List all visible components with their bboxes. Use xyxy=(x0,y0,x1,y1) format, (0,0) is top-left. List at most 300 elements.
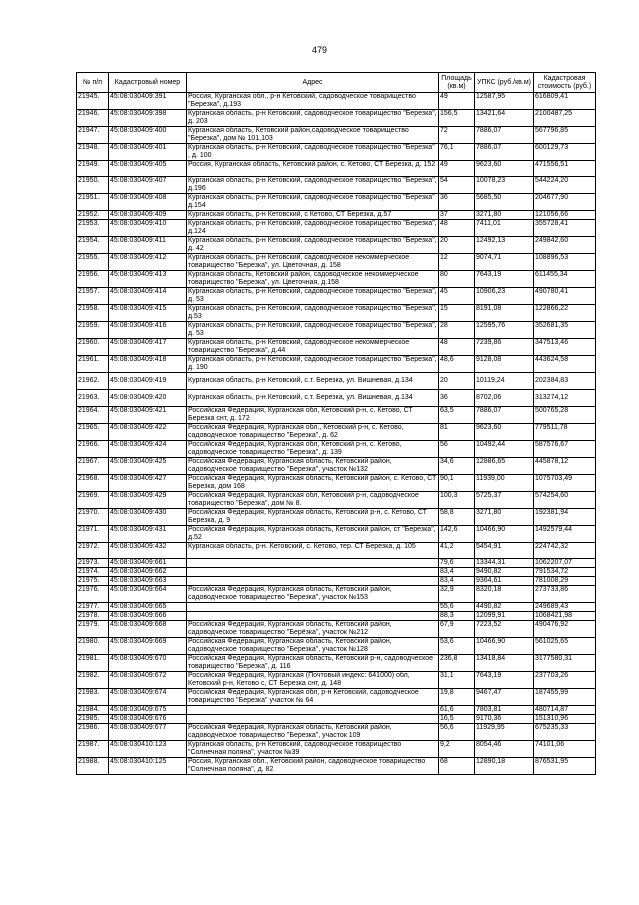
table-row xyxy=(77,254,596,271)
cell-area: 90,1 xyxy=(439,475,475,492)
cell-upks: 8702,06 xyxy=(475,390,534,407)
cell-cadastral-cost: 480714,87 xyxy=(534,706,596,715)
cell-cadastral-cost: 567796,85 xyxy=(534,127,596,144)
cell-num: 21945. xyxy=(77,93,109,110)
cell-cadastral-cost: 192381,94 xyxy=(534,509,596,526)
cell-area: 67,9 xyxy=(439,621,475,638)
cell-num: 21979. xyxy=(77,621,109,638)
cell-cadastral-number: 45:08:030409:413 xyxy=(109,271,187,288)
cell-cadastral-cost: 249842,60 xyxy=(534,237,596,254)
cell-cadastral-number: 45:08:030409:662 xyxy=(109,568,187,577)
cell-cadastral-number: 45:08:030409:409 xyxy=(109,211,187,220)
cell-area: 19,8 xyxy=(439,689,475,706)
cell-area: 68 xyxy=(439,758,475,775)
cell-num: 21965. xyxy=(77,424,109,441)
cell-cadastral-number: 45:08:030409:408 xyxy=(109,194,187,211)
table-row xyxy=(77,458,596,475)
cell-area: 58,8 xyxy=(439,509,475,526)
cell-area: 83,4 xyxy=(439,577,475,586)
cell-upks: 3271,80 xyxy=(475,211,534,220)
cell-upks: 11939,00 xyxy=(475,475,534,492)
cell-cadastral-cost: 500765,28 xyxy=(534,407,596,424)
cell-cadastral-cost: 1068421,98 xyxy=(534,612,596,621)
cell-area: 54 xyxy=(439,177,475,194)
cell-cadastral-cost: 108896,53 xyxy=(534,254,596,271)
cell-area: 41,2 xyxy=(439,543,475,559)
cell-num: 21973. xyxy=(77,559,109,568)
table-row xyxy=(77,526,596,543)
cell-cadastral-cost: 151310,96 xyxy=(534,715,596,724)
cell-cadastral-number: 45:08:030409:401 xyxy=(109,144,187,161)
cell-upks: 12492,13 xyxy=(475,237,534,254)
table-row xyxy=(77,706,596,715)
cell-cadastral-cost: 781008,29 xyxy=(534,577,596,586)
table-row xyxy=(77,424,596,441)
cell-address: Курганская область, Кетовский район, садоводческое некоммерческое товарищество "Березка", ул. Цветочная, д.158 xyxy=(187,271,439,288)
cell-cadastral-number: 45:08:030409:676 xyxy=(109,715,187,724)
cell-area: 81 xyxy=(439,424,475,441)
cell-area: 32,9 xyxy=(439,586,475,603)
cell-upks: 4490,82 xyxy=(475,603,534,612)
cell-address xyxy=(187,568,439,577)
cell-cadastral-number: 45:08:030409:675 xyxy=(109,706,187,715)
cell-cadastral-cost: 224742,32 xyxy=(534,543,596,559)
cell-num: 21970. xyxy=(77,509,109,526)
table-row xyxy=(77,161,596,177)
table-row xyxy=(77,543,596,559)
cell-num: 21947. xyxy=(77,127,109,144)
cell-cadastral-cost: 544224,20 xyxy=(534,177,596,194)
cell-cadastral-number: 45:08:030409:429 xyxy=(109,492,187,509)
cell-cadastral-number: 45:08:030409:432 xyxy=(109,543,187,559)
cell-area: 88,3 xyxy=(439,612,475,621)
table-header-row xyxy=(77,73,596,93)
cell-cadastral-number: 45:08:030409:425 xyxy=(109,458,187,475)
cell-address: Россия, Курганская область, Кетовский район, с. Кетово, СТ Березка, д. 152 xyxy=(187,161,439,177)
cell-num: 21974. xyxy=(77,568,109,577)
cell-upks: 10466,90 xyxy=(475,526,534,543)
cell-upks: 12595,76 xyxy=(475,322,534,339)
cell-area: 36 xyxy=(439,194,475,211)
cell-num: 21976. xyxy=(77,586,109,603)
cell-address: Российская Федерация, Курганская область, Кетовский р-н, с. Кетово, СТ Березка, д. 9 xyxy=(187,509,439,526)
cell-cadastral-cost: 561025,65 xyxy=(534,638,596,655)
cell-cadastral-cost: 121056,66 xyxy=(534,211,596,220)
cell-area: 34,6 xyxy=(439,458,475,475)
cell-address: Курганская область, р-н Кетовский, садоводческое товарищество "Березка", д. 42 xyxy=(188,237,437,252)
cell-upks: 8191,08 xyxy=(475,305,534,322)
cell-cadastral-cost: 1492579,44 xyxy=(534,526,596,543)
cell-cadastral-cost: 779511,78 xyxy=(534,424,596,441)
cell-cadastral-number: 45:08:030409:422 xyxy=(109,424,187,441)
cell-upks: 10906,23 xyxy=(475,288,534,305)
cell-address: Курганская область, р-н Кетовский, садоводческое товарищество "Солнечная поляна", участок №39 xyxy=(187,741,439,758)
table-row xyxy=(77,715,596,724)
table-row xyxy=(77,127,596,144)
cell-area: 48 xyxy=(439,220,475,237)
cell-area: 9,2 xyxy=(439,741,475,758)
cell-upks: 9170,36 xyxy=(475,715,534,724)
cadastral-table xyxy=(76,72,596,775)
cell-cadastral-cost: 616809,41 xyxy=(534,93,596,110)
cell-num: 21975. xyxy=(77,577,109,586)
cell-cadastral-cost: 574254,60 xyxy=(534,492,596,509)
cell-num: 21959. xyxy=(77,322,109,339)
table-row xyxy=(77,93,596,110)
cell-cadastral-number: 45:08:030409:416 xyxy=(109,322,187,339)
cell-area: 55,6 xyxy=(439,603,475,612)
cell-address: Российская Федерация, Курганская область, Кетовский р-н, садоводческое товарищество "Березка", д. 116 xyxy=(187,655,439,672)
cell-num: 21954. xyxy=(77,237,109,254)
cell-cadastral-number: 45:08:030409:427 xyxy=(109,475,187,492)
cell-area: 49 xyxy=(439,93,475,110)
table-row xyxy=(77,603,596,612)
cell-upks: 7803,81 xyxy=(475,706,534,715)
cell-upks: 7886,07 xyxy=(475,127,534,144)
cell-address: Курганская область, р-н Кетовский, с Кетово, СТ Березка, д.57 xyxy=(187,211,439,220)
cell-area: 56 xyxy=(439,441,475,458)
cell-upks: 9074,71 xyxy=(475,254,534,271)
cell-cadastral-number: 45:08:030409:417 xyxy=(109,339,187,356)
cell-address: Российская Федерация, Курганская область, Кетовский район, с. Кетово, СТ Березка, дом 168 xyxy=(187,475,439,492)
cell-cadastral-number: 45:08:030409:661 xyxy=(109,559,187,568)
cell-address: Курганская область, р-н Кетовский, садоводческое некоммерческое товарищество "Березка", д.44 xyxy=(187,339,439,356)
header-cadastral-cost: Кадастровая стоимость (руб.) xyxy=(534,73,596,93)
cell-address: Курганская область, р-н Кетовский, садоводческое товарищество "Березка", д.196 xyxy=(188,177,437,192)
cell-cadastral-number: 45:08:030409:407 xyxy=(109,177,187,194)
table-row xyxy=(77,689,596,706)
cell-cadastral-cost: 187455,99 xyxy=(534,689,596,706)
cell-num: 21952. xyxy=(77,211,109,220)
cell-cadastral-cost: 313274,12 xyxy=(534,390,596,407)
cell-cadastral-number: 45:08:030409:668 xyxy=(109,621,187,638)
cell-cadastral-cost: 204677,90 xyxy=(534,194,596,211)
cell-cadastral-number: 45:08:030409:677 xyxy=(109,724,187,741)
table-row xyxy=(77,655,596,672)
cell-upks: 7239,86 xyxy=(475,339,534,356)
cell-num: 21984. xyxy=(77,706,109,715)
cell-cadastral-cost: 202384,83 xyxy=(534,373,596,390)
cell-upks: 12886,65 xyxy=(475,458,534,475)
cell-area: 142,6 xyxy=(439,526,475,543)
cell-cadastral-cost: 249689,43 xyxy=(534,603,596,612)
cell-num: 21960. xyxy=(77,339,109,356)
cell-num: 21978. xyxy=(77,612,109,621)
cell-cadastral-number: 45:08:030409:418 xyxy=(109,356,187,373)
cell-num: 21972. xyxy=(77,543,109,559)
cell-upks: 10078,23 xyxy=(475,177,534,194)
cell-num: 21985. xyxy=(77,715,109,724)
table-row xyxy=(77,612,596,621)
cell-num: 21964. xyxy=(77,407,109,424)
table-row xyxy=(77,211,596,220)
page-number: 479 xyxy=(311,45,328,55)
cell-area: 80 xyxy=(439,271,475,288)
cell-num: 21983. xyxy=(77,689,109,706)
cell-address: Курганская область, р-н Кетовский, садоводческое товарищество "Березка", д. 53 xyxy=(188,288,437,303)
cell-upks: 7223,52 xyxy=(475,621,534,638)
cell-cadastral-cost: 1075703,49 xyxy=(534,475,596,492)
header-num: № п/п xyxy=(77,73,109,93)
cell-num: 21977. xyxy=(77,603,109,612)
cell-upks: 12890,18 xyxy=(475,758,534,775)
table-row xyxy=(77,288,596,305)
table-row xyxy=(77,758,596,775)
cell-cadastral-number: 45:08:030409:431 xyxy=(109,526,187,543)
cell-area: 20 xyxy=(439,237,475,254)
cell-area: 45 xyxy=(439,288,475,305)
cell-upks: 7886,07 xyxy=(475,144,534,161)
cell-area: 56,6 xyxy=(439,724,475,741)
header-area: Площадь (кв.м) xyxy=(439,73,475,93)
cell-num: 21971. xyxy=(77,526,109,543)
cell-address: Российская Федерация, Курганская обл., Кетовский р-н, с. Кетово, садоводческое товарищество "Березка", д. 62 xyxy=(187,424,439,441)
cell-upks: 9364,61 xyxy=(475,577,534,586)
cell-upks: 13344,31 xyxy=(475,559,534,568)
table-row xyxy=(77,586,596,603)
cell-upks: 7411,01 xyxy=(475,220,534,237)
cell-cadastral-number: 45:08:030409:664 xyxy=(109,586,187,603)
table-body xyxy=(77,93,596,775)
cell-cadastral-number: 45:08:030409:419 xyxy=(109,373,187,390)
table-row xyxy=(77,110,596,127)
cell-cadastral-cost: 445878,12 xyxy=(534,458,596,475)
cell-cadastral-number: 45:08:030409:670 xyxy=(109,655,187,672)
cell-area: 37 xyxy=(439,211,475,220)
cell-address: Россия, Курганская обл., р-н Кетовский, садоводческое товарищество "Березка", д.193 xyxy=(187,93,439,110)
cell-upks: 9467,47 xyxy=(475,689,534,706)
cell-cadastral-number: 45:08:030409:669 xyxy=(109,638,187,655)
cell-num: 21948. xyxy=(77,144,109,161)
cell-address: Российская Федерация, Курганская область, Кетовский район, садоводческое товарищество "Березка", участок №128 xyxy=(187,638,439,655)
cell-address: Российская Федерация, Курганская область, Кетовский район, ст "Березка", д.52 xyxy=(187,526,439,543)
cell-cadastral-number: 45:08:030409:410 xyxy=(109,220,187,237)
cell-num: 21968. xyxy=(77,475,109,492)
cell-cadastral-number: 45:08:030409:411 xyxy=(109,237,187,254)
cell-num: 21950. xyxy=(77,177,109,194)
cell-area: 100,3 xyxy=(439,492,475,509)
cell-upks: 3271,80 xyxy=(475,509,534,526)
cell-cadastral-number: 45:08:030409:405 xyxy=(109,161,187,177)
table-row xyxy=(77,577,596,586)
table-row xyxy=(77,741,596,758)
cell-upks: 9623,60 xyxy=(475,424,534,441)
cell-address xyxy=(187,559,439,568)
cell-cadastral-cost: 490476,92 xyxy=(534,621,596,638)
cell-num: 21988. xyxy=(77,758,109,775)
table-row xyxy=(77,144,596,161)
cell-address: Курганская область, Кетовский район,садоводческое товарищество "Березка", дом № 101,103 xyxy=(187,127,439,144)
cell-area: 49 xyxy=(439,161,475,177)
cell-address: Российская Федерация, Курганская область, Кетовский район, садоводческое товарищество "Берёзка", участок №212 xyxy=(187,621,439,638)
cell-address: Российская Федерация, Курганская обл, Кетовский р-н, с. Кетово, СТ Березка снт, д. 172 xyxy=(187,407,439,424)
cell-upks: 8054,46 xyxy=(475,741,534,758)
cell-upks: 12587,95 xyxy=(475,93,534,110)
table-row xyxy=(77,638,596,655)
cell-upks: 7643,19 xyxy=(475,271,534,288)
cell-upks: 10119,24 xyxy=(475,373,534,390)
cell-area: 28 xyxy=(439,322,475,339)
table-row xyxy=(77,177,596,194)
table-row xyxy=(77,322,596,339)
cell-num: 21986. xyxy=(77,724,109,741)
cell-address xyxy=(187,612,439,621)
cell-upks: 9128,08 xyxy=(475,356,534,373)
table-row xyxy=(77,339,596,356)
cell-address: Российская Федерация, Курганская область, Кетовский район, садоводческое товарищество "Березка", участок 109 xyxy=(187,724,439,741)
cell-area: 83,4 xyxy=(439,568,475,577)
cell-upks: 5454,91 xyxy=(475,543,534,559)
cell-upks: 10466,90 xyxy=(475,638,534,655)
cell-address xyxy=(187,603,439,612)
cell-cadastral-number: 45:08:030409:674 xyxy=(109,689,187,706)
cell-address: Российская Федерация, Курганская область, Кетовский район, садоводческое товарищество "Березка", участок №153 xyxy=(187,586,439,603)
cell-cadastral-cost: 237703,26 xyxy=(534,672,596,689)
cell-address: Курганская область, р-н Кетовский, садоводческое товарищество "Березка" , д. 100 xyxy=(187,144,439,161)
cell-cadastral-number: 45:08:030409:414 xyxy=(109,288,187,305)
table-row xyxy=(77,271,596,288)
cell-num: 21962. xyxy=(77,373,109,390)
cell-num: 21949. xyxy=(77,161,109,177)
cell-address: Российская Федерация, Курганская область, Кетовский район, садоводческое товарищество "Березка", участок №132 xyxy=(187,458,439,475)
cell-address: Курганская область, р-н. Кетовский, с. Кетово, тер. СТ Березка, д. 105 xyxy=(187,543,439,559)
cell-area: 156,5 xyxy=(439,110,475,127)
cell-address: Курганская область, р-н Кетовский, с.т. Березка, ул. Вишневая, д.134 xyxy=(187,390,439,407)
cell-address: Курганская область, р-н Кетовский, с.т. Березка, ул. Вишневая, д.134 xyxy=(187,373,439,390)
cell-cadastral-cost: 443624,58 xyxy=(534,356,596,373)
cell-cadastral-cost: 600129,73 xyxy=(534,144,596,161)
cell-cadastral-number: 45:08:030409:672 xyxy=(109,672,187,689)
table-row xyxy=(77,356,596,373)
cell-cadastral-cost: 791534,72 xyxy=(534,568,596,577)
table-row xyxy=(77,390,596,407)
cell-cadastral-cost: 273733,86 xyxy=(534,586,596,603)
cell-cadastral-cost: 3177580,31 xyxy=(534,655,596,672)
table-row xyxy=(77,568,596,577)
table-row xyxy=(77,441,596,458)
cell-cadastral-number: 45:08:030409:665 xyxy=(109,603,187,612)
cell-address: Россия, Курганская обл., Кетовский район, садоводческое товарищество "Солнечная поляна", д. 82 xyxy=(187,758,439,775)
cell-area: 63,5 xyxy=(439,407,475,424)
cell-upks: 9490,82 xyxy=(475,568,534,577)
cell-area: 53,6 xyxy=(439,638,475,655)
cell-cadastral-number: 45:08:030409:421 xyxy=(109,407,187,424)
cell-area: 79,6 xyxy=(439,559,475,568)
cell-cadastral-number: 45:08:030409:391 xyxy=(109,93,187,110)
cell-cadastral-number: 45:08:030410:123 xyxy=(109,741,187,758)
cell-upks: 11929,95 xyxy=(475,724,534,741)
table-row xyxy=(77,492,596,509)
table-row xyxy=(77,475,596,492)
cell-num: 21987. xyxy=(77,741,109,758)
cell-upks: 5685,50 xyxy=(475,194,534,211)
table-row xyxy=(77,672,596,689)
table-row xyxy=(77,509,596,526)
cell-cadastral-cost: 675235,33 xyxy=(534,724,596,741)
cell-upks: 5725,37 xyxy=(475,492,534,509)
cell-num: 21951. xyxy=(77,194,109,211)
cell-area: 12 xyxy=(439,254,475,271)
header-cadastral-number: Кадастровый номер xyxy=(109,73,187,93)
cell-area: 20 xyxy=(439,373,475,390)
cell-upks: 10492,44 xyxy=(475,441,534,458)
header-upks: УПКС (руб./кв.м) xyxy=(475,73,534,93)
cell-cadastral-cost: 471556,51 xyxy=(534,161,596,177)
cell-cadastral-cost: 611455,34 xyxy=(534,271,596,288)
cell-num: 21946. xyxy=(77,110,109,127)
cell-area: 31,1 xyxy=(439,672,475,689)
header-address: Адрес xyxy=(187,73,439,93)
cell-upks: 7886,07 xyxy=(475,407,534,424)
cell-area: 61,6 xyxy=(439,706,475,715)
cell-area: 236,8 xyxy=(439,655,475,672)
cell-num: 21981. xyxy=(77,655,109,672)
cell-upks: 13418,84 xyxy=(475,655,534,672)
table-row xyxy=(77,220,596,237)
cell-address: Курганская область, р-н Кетовский, садоводческое некоммерческое товарищество "Березка", ул. Цветочная, д. 158 xyxy=(187,254,439,271)
cell-address: Курганская область, р-н Кетовский, садоводческое товарищество "Березка", д. 190 xyxy=(188,356,437,371)
cell-cadastral-cost: 352681,35 xyxy=(534,322,596,339)
cell-num: 21957. xyxy=(77,288,109,305)
cell-cadastral-cost: 876531,95 xyxy=(534,758,596,775)
cell-address: Курганская область, р-н Кетовский, садоводческое товарищество "Березка", д.53 xyxy=(188,305,437,320)
cell-area: 48,6 xyxy=(439,356,475,373)
cell-upks: 12099,91 xyxy=(475,612,534,621)
cell-cadastral-cost: 122866,22 xyxy=(534,305,596,322)
cell-cadastral-number: 45:08:030409:666 xyxy=(109,612,187,621)
table-row xyxy=(77,305,596,322)
table-row xyxy=(77,194,596,211)
cell-upks: 13421,64 xyxy=(475,110,534,127)
cell-address: Российская Федерация, Курганская обл, Кетовский р-н, с. Кетово, садоводческое товарищество "Березка", д. 139 xyxy=(187,441,439,458)
cell-address: Российская Федерация, Курганская обл, Кетовский р-н, садоводческое товарищество "Березка", дом № 8. xyxy=(187,492,439,509)
cell-num: 21966. xyxy=(77,441,109,458)
cell-area: 15 xyxy=(439,305,475,322)
cell-cadastral-number: 45:08:030409:420 xyxy=(109,390,187,407)
cell-upks: 9623,60 xyxy=(475,161,534,177)
cell-num: 21967. xyxy=(77,458,109,475)
cell-num: 21961. xyxy=(77,356,109,373)
cell-upks: 7643,19 xyxy=(475,672,534,689)
cell-area: 16,5 xyxy=(439,715,475,724)
cell-cadastral-number: 45:08:030409:424 xyxy=(109,441,187,458)
cell-cadastral-cost: 1062207,07 xyxy=(534,559,596,568)
cell-cadastral-number: 45:08:030409:663 xyxy=(109,577,187,586)
cell-cadastral-cost: 587576,67 xyxy=(534,441,596,458)
cell-cadastral-number: 45:08:030410:125 xyxy=(109,758,187,775)
table-row xyxy=(77,237,596,254)
cell-cadastral-cost: 74101,06 xyxy=(534,741,596,758)
cell-cadastral-number: 45:08:030409:415 xyxy=(109,305,187,322)
cell-cadastral-number: 45:08:030409:400 xyxy=(109,127,187,144)
cell-address: Российская Федерация, Курганская обл, р-н Кетовский, садоводческое товарищество "Березка" участок № 64 xyxy=(187,689,439,706)
cell-address: Курганская область, р-н Кетовский, садоводческое товарищество "Березка", д. 203 xyxy=(188,110,437,125)
cell-upks: 8320,18 xyxy=(475,586,534,603)
cell-num: 21958. xyxy=(77,305,109,322)
cell-cadastral-number: 45:08:030409:430 xyxy=(109,509,187,526)
cell-cadastral-cost: 347513,46 xyxy=(534,339,596,356)
table-row xyxy=(77,724,596,741)
cell-area: 76,1 xyxy=(439,144,475,161)
cell-area: 48 xyxy=(439,339,475,356)
cell-address xyxy=(187,577,439,586)
cell-address: Российская Федерация, Курганская (Почтовый индекс: 641000) обл, Кетовский р-н, Кетово с, СТ Березка снт, д. 148 xyxy=(187,672,439,689)
cell-address: Курганская область, р-н Кетовский, садоводческое товарищество "Березка", д. 53 xyxy=(188,322,437,337)
cell-num: 21953. xyxy=(77,220,109,237)
cell-cadastral-number: 45:08:030409:398 xyxy=(109,110,187,127)
cell-area: 36 xyxy=(439,390,475,407)
table-row xyxy=(77,621,596,638)
